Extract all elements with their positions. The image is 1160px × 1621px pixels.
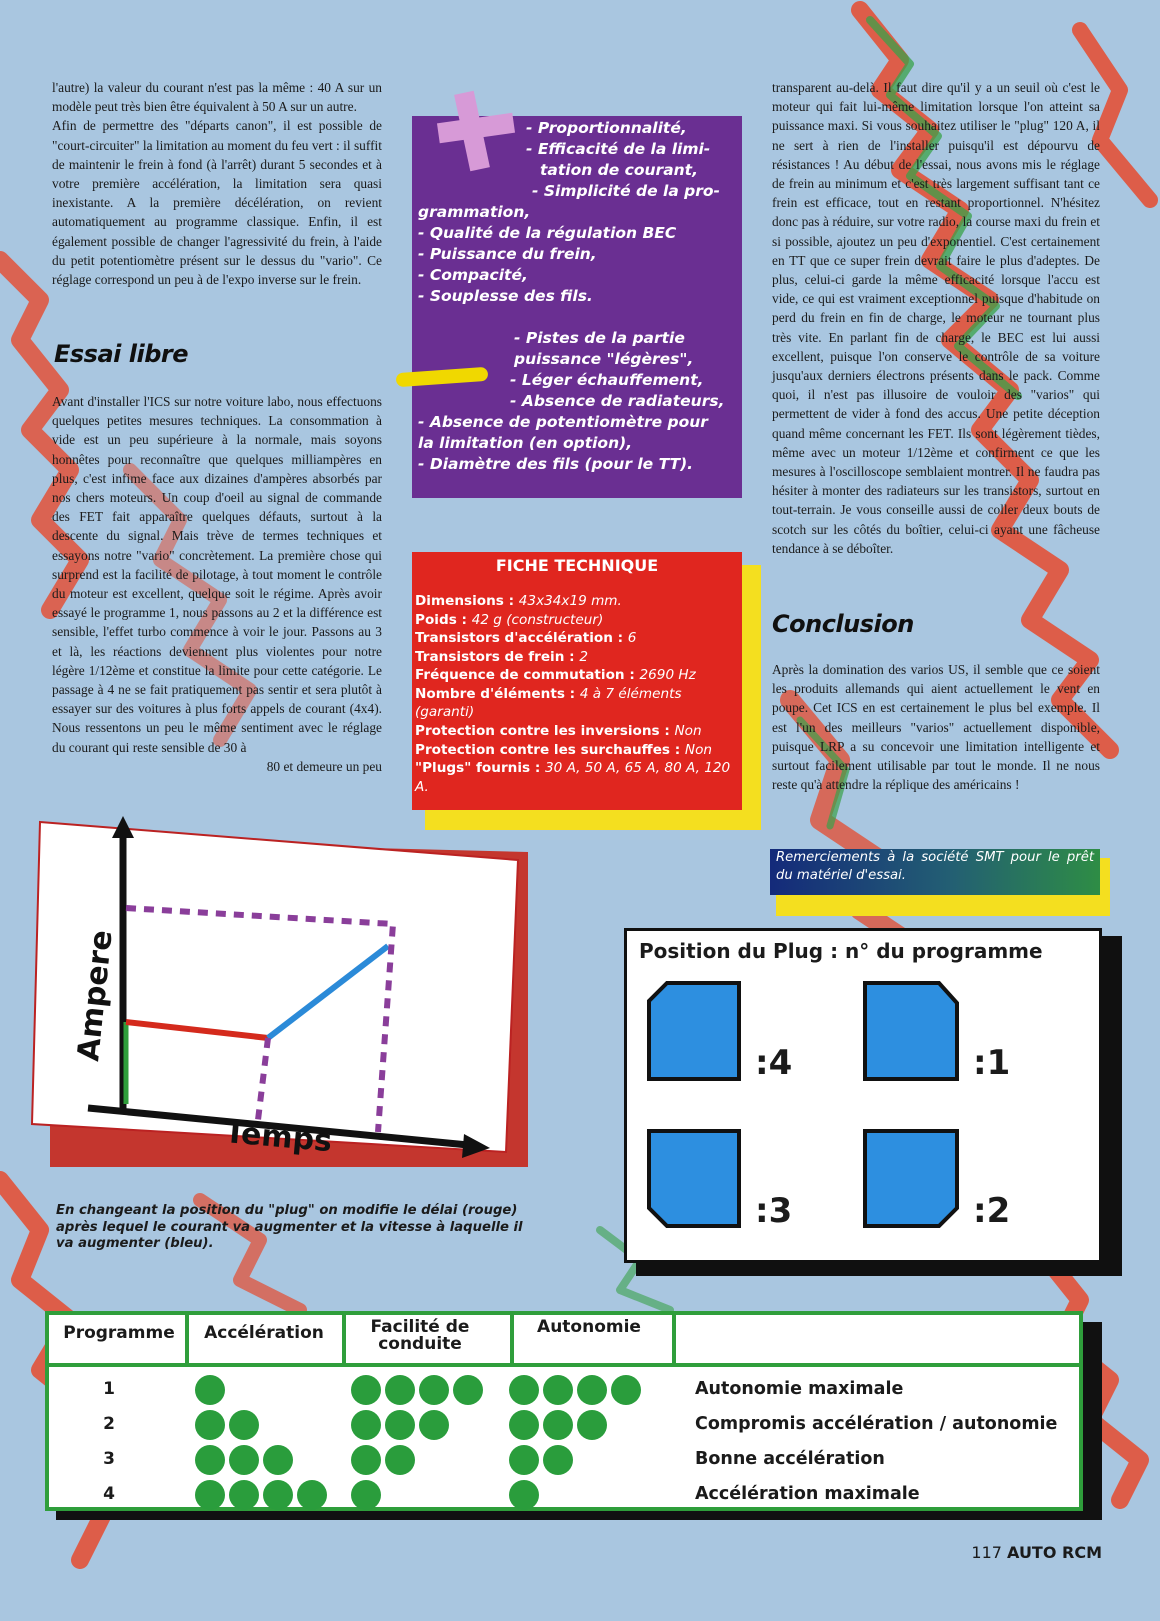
acceleration-rating-dot (297, 1480, 327, 1510)
con-line: puissance "légères", (514, 350, 694, 368)
plug-pad-1 (865, 983, 957, 1079)
facilite-rating-dot (351, 1375, 381, 1405)
magazine-name: AUTO RCM (1007, 1543, 1102, 1562)
pro-line: - Qualité de la régulation BEC (418, 224, 677, 242)
left-paragraph-2: Afin de permettre des "départs canon", il est possible de "court-circuiter" la limitation au moment du feu vert : il suffit de maintenir le frein à fond (à l'arrêt) durant 5 secondes et à votre première accélération, la limitation sera quasi inexistante. A la première décélération, on revient automatiquement au programme classique. Enfin, il est également possible de changer l'agressivité du frein, à l'aide du petit potentiomètre présent sur le dessus du "vario". Ce réglage correspond un peu à de l'expo inverse sur le frein. (52, 118, 382, 288)
autonomie-rating-dot (577, 1410, 607, 1440)
right-column-top (772, 78, 1100, 558)
plug-pad-2 (865, 1131, 957, 1226)
programme-description: Autonomie maximale (695, 1379, 904, 1399)
programme-number: 4 (103, 1484, 115, 1504)
left-paragraph-1: l'autre) la valeur du courant n'est pas la même : 40 A sur un modèle peut très bien être équivalent à 50 A sur un autre. (52, 80, 382, 115)
pro-line: - Proportionnalité, (526, 119, 687, 137)
fiche-row: Poids : 42 g (constructeur) (415, 611, 604, 628)
pro-line: grammation, (418, 203, 531, 221)
plug-label-3: :3 (755, 1191, 793, 1231)
autonomie-rating-dot (509, 1480, 539, 1510)
right-column-bottom (772, 660, 1100, 794)
plug-title: Position du Plug : n° du programme (639, 939, 1043, 963)
header-separator (49, 1363, 1079, 1367)
page-number: 117 (971, 1543, 1002, 1562)
plug-pad-4 (649, 983, 739, 1079)
header-acceleration: Accélération (204, 1323, 324, 1343)
programme-number: 3 (103, 1449, 115, 1469)
autonomie-rating-dot (543, 1445, 573, 1475)
programme-number: 2 (103, 1414, 115, 1434)
fiche-technique-box (412, 552, 742, 810)
acceleration-rating-dot (195, 1375, 225, 1405)
fiche-row: Nombre d'éléments : 4 à 7 éléments (garanti) (415, 685, 682, 720)
con-line: - Pistes de la partie (514, 329, 685, 347)
graph-caption: En changeant la position du "plug" on modifie le délai (rouge) après lequel le courant va augmenter et la vitesse à laquelle il va augmenter (bleu). (56, 1203, 523, 1251)
autonomie-rating-dot (509, 1410, 539, 1440)
autonomie-rating-dot (577, 1375, 607, 1405)
autonomie-rating-dot (509, 1445, 539, 1475)
fiche-title: FICHE TECHNIQUE (495, 556, 659, 575)
pro-line: - Compacité, (418, 266, 528, 284)
left-column-top (52, 78, 382, 289)
facilite-rating-dot (419, 1410, 449, 1440)
plug-pad-3 (649, 1131, 739, 1226)
plug-label-2: :2 (973, 1191, 1011, 1231)
conclusion-paragraph: Après la domination des varios US, il semble que ce soient les produits allemands qui aient actuellement le vent en poupe. Cet ICS en est certainement le plus bel exemple. Il est l'un des meilleurs "varios" actuellement disponible, puisque LRP a su concevoir une limitation intelligente et surtout facilement utilisable par tout le monde. Il ne nous reste qu'à attendre la réplique des américains ! (772, 662, 1100, 793)
fiche-row: Fréquence de commutation : 2690 Hz (415, 667, 696, 683)
header-autonomie: Autonomie (537, 1317, 641, 1337)
fiche-row: Dimensions : 43x34x19 mm. (415, 593, 622, 609)
plug-label-4: :4 (755, 1043, 793, 1083)
left-paragraph-3-end: 80 et demeure un peu (266, 758, 382, 774)
con-line: - Léger échauffement, (510, 371, 704, 389)
acceleration-rating-dot (263, 1445, 293, 1475)
facilite-rating-dot (351, 1410, 381, 1440)
plug-position-box (624, 928, 1102, 1263)
header-facilite: Facilité de conduite (370, 1317, 470, 1354)
autonomie-rating-dot (509, 1375, 539, 1405)
pro-line: - Puissance du frein, (418, 245, 597, 263)
pro-line: - Souplesse des fils. (418, 287, 593, 305)
pros-cons-box (412, 116, 742, 498)
con-line: - Absence de radiateurs, (510, 392, 725, 410)
facilite-rating-dot (351, 1445, 381, 1475)
con-line: - Absence de potentiomètre pour (418, 413, 708, 431)
facilite-rating-dot (419, 1375, 449, 1405)
facilite-rating-dot (351, 1480, 381, 1510)
fiche-row: Protection contre les surchauffes : Non (415, 741, 713, 758)
autonomie-rating-dot (611, 1375, 641, 1405)
con-line: - Diamètre des fils (pour le TT). (418, 455, 694, 473)
plug-label-1: :1 (973, 1043, 1011, 1083)
left-paragraph-3: Avant d'installer l'ICS sur notre voiture labo, nous effectuons quelques petites mesures techniques. La consommation à vide est un peu supérieure à la normale, mais soyons honnêtes pour reconnaître que quelques milliampères en plus, c'est infime face aux dizaines d'ampères absorbés par nos chers moteurs. Un coup d'oeil au signal de commande des FET fait apparaître quelques défauts, surtout à la descente du signal. Mais trève de termes techniques et essayons notre "vario" concrètement. La première chose qui surprend est la facilité de pilotage, à tout moment le contrôle du moteur est excellent, quelque soit le régime. Après avoir essayé le programme 1, nous passons au 2 et la différence est sensible, l'effet turbo commence à voir le jour. Passons au 3 et là, les réactions deviennent plus violentes pour notre légère 1/12ème et constitue la limite pour cette catégorie. Le passage à 4 ne se fait pratiquement pas sentir et sera plutôt à essayer sur des voitures à plus forts appels de courant (4x4). Nous ressentons un peu le même sentiment avec le réglage du courant qui reste sensible de 30 à (52, 394, 382, 755)
right-paragraph-1: transparent au-delà. Il faut dire qu'il y a un seuil où c'est le moteur qui fait lui-même limitation lorsque l'on atteint sa puissance maxi. Si vous souhaitez utiliser le "plug" 120 A, il ne sert à rien de l'installer puisqu'il est dépourvu de résistances ! Au début de l'essai, nous avons mis le réglage de frein au minimum et c'est très largement suffisant tant ce frein est efficace, tout en restant proportionnel. N'hésitez donc pas à réduire, sur votre radio, la course maxi du frein et si possible, ajoutez un peu d'exponentiel. C'est certainement en TT que ce super frein devrait faire le plus d'adeptes. De plus, celui-ci garde la même efficacité lorsque l'accu est vide, ce qui est vraiment exceptionnel puisque d'habitude on perd du frein en fin de charge, le moteur ne tournant plus très vite. En parlant fin de charge, le BEC est lui aussi excellent, puisque l'on conserve le contrôle de sa voiture jusqu'aux derniers électrons présents dans le pack. Comme quoi, il n'est pas illusoire de vouloir des "varios" qui permettent de vider à fond des accus. Une petite déception quand même concernant les FET. Ils sont légèrement tièdes, même avec un moteur 1/12ème et confirment ce que les mesures à l'oscilloscope semblaient montrer. Il ne faudra pas hésiter à monter des radiateurs sur les transistors, surtout en tout-terrain. Je vous conseille aussi de coller deux bouts de scotch sur les côtés du boîtier, celui-ci ayant une fâcheuse tendance à se déboîter. (772, 80, 1100, 556)
y-axis-label: Ampere (71, 928, 120, 1063)
programme-description: Compromis accélération / autonomie (695, 1414, 1058, 1434)
programme-description: Accélération maximale (695, 1484, 920, 1504)
programme-number: 1 (103, 1379, 115, 1399)
acceleration-rating-dot (195, 1445, 225, 1475)
conclusion-heading: Conclusion (772, 610, 914, 638)
acceleration-rating-dot (229, 1410, 259, 1440)
header-programme: Programme (63, 1323, 175, 1343)
facilite-rating-dot (453, 1375, 483, 1405)
current-time-graph (28, 812, 548, 1202)
facilite-rating-dot (385, 1375, 415, 1405)
facilite-rating-dot (385, 1410, 415, 1440)
acceleration-rating-dot (195, 1480, 225, 1510)
fiche-row: "Plugs" fournis : 30 A, 50 A, 65 A, 80 A, 120 A. (415, 760, 731, 795)
thanks-box: Remerciements à la société SMT pour le prêt du matériel d'essai. (770, 849, 1100, 895)
programme-description: Bonne accélération (695, 1449, 885, 1469)
plug-diagram (627, 931, 1099, 1260)
page-footer (971, 1543, 1102, 1562)
autonomie-rating-dot (543, 1375, 573, 1405)
header-divider (672, 1315, 676, 1363)
pro-line: tation de courant, (540, 161, 698, 179)
pro-line: - Efficacité de la limi- (526, 140, 711, 158)
essai-libre-heading: Essai libre (54, 340, 188, 368)
fiche-row: Protection contre les inversions : Non (415, 723, 702, 739)
program-table (45, 1311, 1083, 1511)
facilite-rating-dot (385, 1445, 415, 1475)
con-line: la limitation (en option), (418, 434, 633, 452)
pro-line: - Simplicité de la pro- (532, 182, 720, 200)
fiche-row: Transistors d'accélération : 6 (415, 630, 637, 646)
acceleration-rating-dot (229, 1445, 259, 1475)
acceleration-rating-dot (229, 1480, 259, 1510)
x-axis-label: Temps (223, 1115, 334, 1160)
fiche-row: Transistors de frein : 2 (415, 648, 588, 665)
acceleration-rating-dot (195, 1410, 225, 1440)
acceleration-rating-dot (263, 1480, 293, 1510)
left-column-bottom (52, 392, 382, 776)
autonomie-rating-dot (543, 1410, 573, 1440)
